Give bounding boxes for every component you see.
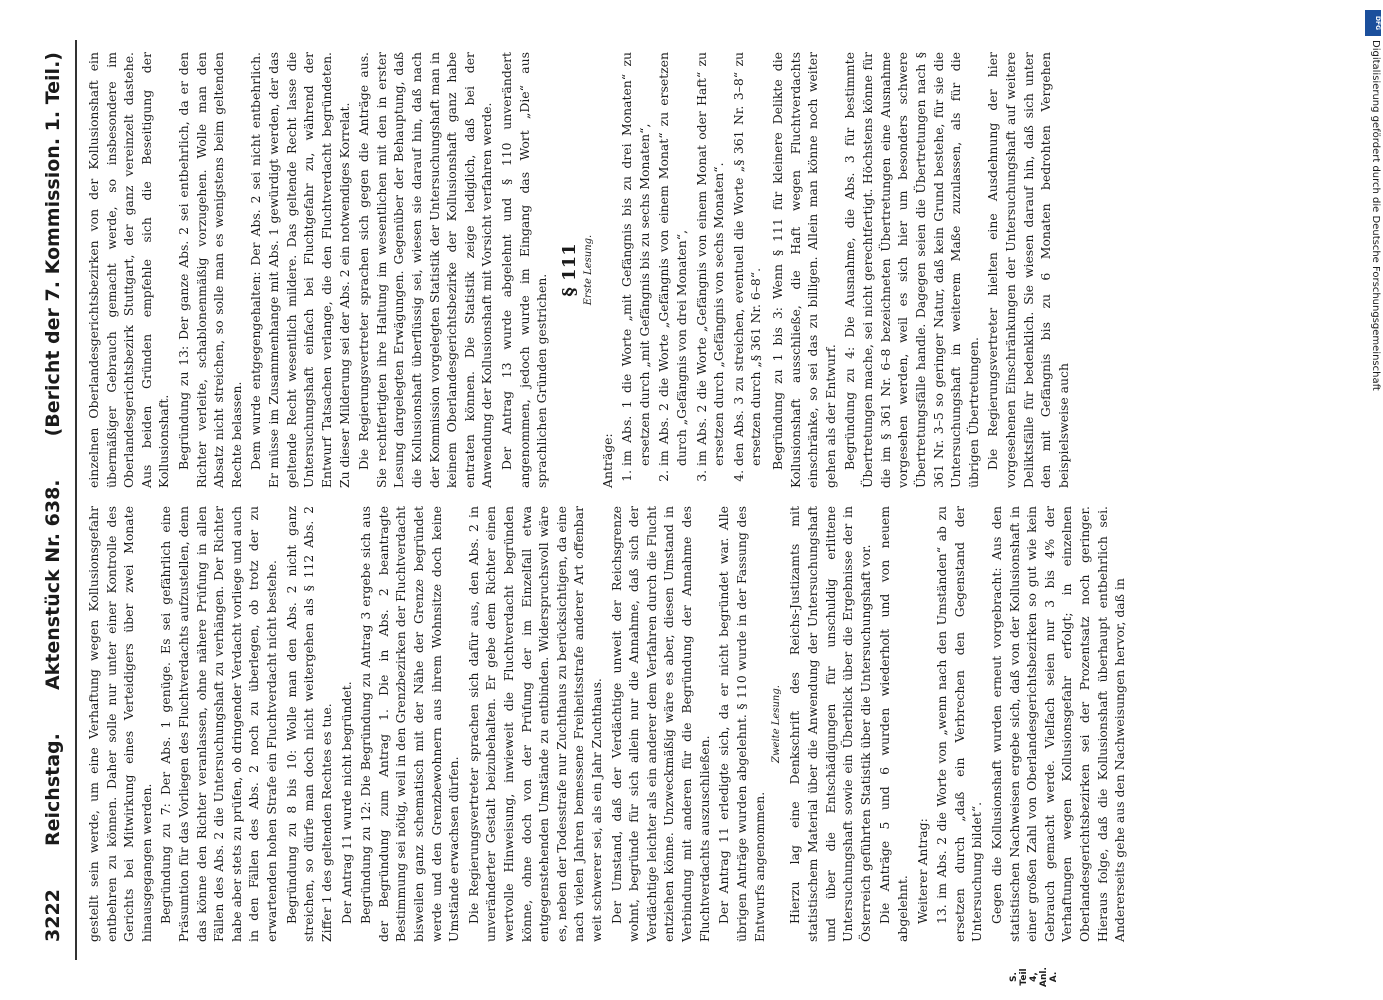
paragraph: Die Anträge 5 und 6 wurden wiederholt und von neuem abgelehnt. [877,506,910,942]
paragraph: 13. im Abs. 2 die Worte von „wenn nach den Umständen“ ab zu ersetzen durch „daß ein Verbrechen den Gegenstand der Untersuchung bildet“. [934,506,985,942]
list-item: 1. im Abs. 1 die Worte „mit Gefängnis bis zu drei Monaten“ zu ersetzen durch „mit Gefängnis bis zu sechs Monaten“, [618,52,653,466]
header-left: Reichstag. [42,733,64,846]
paragraph: Begründung zu 8 bis 10: Wolle man den Abs. 2 nicht ganz streichen, so dürfe man doch nicht weitergehen als § 112 Abs. 2 Ziffer 1 des geltenden Rechtes es tue. [283,506,334,942]
section-heading: § 111 [558,243,580,297]
motions-label: Anträge: [599,433,615,488]
digitization-credit: Digitalisierung gefördert durch die Deutsche Forschungsgemeinschaft [1370,40,1381,391]
list-item: 4. den Abs. 3 zu streichen, eventuell die Worte „§ 361 Nr. 3–8“ zu ersetzen durch „§ 361 Nr. 6–8“. [730,52,765,466]
text-columns [77,40,1131,960]
paragraph: Der Antrag 11 wurde nicht begründet. [338,681,354,924]
paragraph: Dem wurde entgegengehalten: Der Abs. 2 sei nicht entbehrlich. Er müsse im Zusammenhange mit Abs. 1 gewürdigt werden, der das geltende Recht wesentlich mildere. Das geltende Recht lasse die Untersuchungshaft einfach bei Fluchtgefahr zu, während der Entwurf Tatsachen verlange, die den Fluchtverdacht begründeten. Zu dieser Milderung sei der Abs. 2 ein notwendiges Korrelat. [248,52,352,488]
reading-heading: Erste Lesung. [583,234,595,306]
paragraph: Der Antrag 13 wurde abgelehnt und § 110 unverändert angenommen, jedoch wurde im Eingang das Wort „Die“ aus sprachlichen Gründen gestrichen. [498,52,550,488]
paragraph: Die Regierungsvertreter sprachen sich dafür aus, den Abs. 2 in unveränderter Gestalt beizubehalten. Er gebe dem Richter einen wertvolle Hinweisung, inwieweit die Fluchtverdacht begründen könne, ohne doch von der Prüfung der im Einzelfall etwa entgegenstehenden Umstände zu entbinden. Widerspruchsvoll wäre es, neben der Todesstrafe nur Zuchthaus zu berücksichtigen, da eine nach vielen Jahren bemessene Freiheitsstrafe anderer Art offenbar weit schwerer sei, als ein Jahr Zuchthaus. [465,506,605,942]
paragraph: Begründung zu 12: Die Begründung zu Antrag 3 ergebe sich aus der Begründung zum Antrag 1. Die in Abs. 2 beantragte Bestimmung sei nötig, weil in den Grenzbezirken der Fluchtverdacht bisweilen ganz schematisch mit der Nähe der Grenze begründet werde und den Grenzbewohnern aus ihrem Wohnsitze doch keine Umstände erwachsen dürfen. [358,506,462,942]
paragraph: Begründung zu 4: Die Ausnahme, die Abs. 3 für bestimmte Übertretungen mache, sei nicht gerechtfertigt. Höchstens könne für die im § 361 Nr. 6–8 bezeichneten Übertretungen eine Ausnahme vorgesehen werden, weil es sich hier um besonders schwere Übertretungsfälle handle. Dagegen seien die Übertretungen nach § 361 Nr. 3–5 so geringer Natur, daß kein Grund bestehe, für sie die Untersuchungshaft in weiterem Maße zuzulassen, als für die übrigen Übertretungen. [842,52,981,488]
header-right: (Bericht der 7. Kommission. 1. Teil.) [42,52,64,437]
paragraph: einzelnen Oberlandesgerichtsbezirken von der Kollusionshaft ein übermäßiger Gebrauch gemacht werde, so insbesondere im Oberlandesgerichtsbezirk Stuttgart, der ganz vereinzelt dastehe. Aus beiden Gründen empfehle sich die Beseitigung der Kollusionshaft. [85,52,172,488]
paragraph: Weiterer Antrag: [914,818,930,924]
column-left [85,506,1131,942]
motions-list [618,52,765,488]
paragraph: gestellt sein werde, um eine Verhaftung wegen Kollusionsgefahr entbehren zu können. Daher solle nur unter einer Kontrolle des Gerichts bei Mitwirkung eines Verteidigers über zwei Monate hinausgegangen werden. [85,506,154,942]
paragraph: Die Regierungsvertreter sprachen sich gegen die Anträge aus. Sie rechtfertigten ihre Haltung im wesentlichen mit den in erster Lesung dargelegten Erwägungen. Gegenüber der Behauptung, daß die Kollusionshaft überflüssig sei, wiesen sie darauf hin, daß nach der Kommission vorgelegten Statistik der Untersuchungshaft man in keinem Oberlandesgerichtsbezirke der Kollusionshaft ganz habe entraten können. Die Statistik zeige lediglich, daß bei der Anwendung der Kollusionshaft mit Vorsicht verfahren werde. [356,52,495,488]
page-header [24,40,77,960]
paragraph: Der Umstand, daß der Verdächtige unweit der Reichsgrenze wohnt, begründe für sich allein nur die Annahme, daß sich der Verdächtige leichter als ein anderer dem Verfahren durch die Flucht entziehen könne. Unzweckmäßig wäre es aber, diesen Umstand in Verbindung mit anderen für die Begründung der Annahme des Fluchtverdachts auszuschließen. [608,506,712,942]
page-number: 3222 [42,889,64,942]
paragraph: Der Antrag 11 erledigte sich, da er nicht begründet war. Alle übrigen Anträge wurden abgelehnt. § 110 wurde in der Fassung des Entwurfs angenommen. [716,506,767,942]
paragraph: Gegen die Kollusionshaft wurden erneut vorgebracht: Aus den statistischen Nachweisen ergebe sich, daß von der Kollusionshaft in einer großen Zahl von Oberlandesgerichtsbezirken so gut wie kein Gebrauch gemacht werde. Vielfach seien nur 3 bis 4% der Verhaftungen wegen Kollusionsgefahr erfolgt; in einzelnen Oberlandesgerichtsbezirken sei der Prozentsatz noch geringer. Hieraus folge, daß die Kollusionshaft überhaupt entbehrlich sei. Andererseits gehe aus den Nachweisungen hervor, daß in [989,506,1128,942]
paragraph: Die Regierungsvertreter hielten eine Ausdehnung der hier vorgesehenen Einschränkungen der Untersuchungshaft auf weitere Deliktsfälle für bedenklich. Sie wiesen darauf hin, daß sich unter den mit Gefängnis bis zu 6 Monaten bedrohten Vergehen beispielsweise auch [985,52,1071,488]
list-item: 3. im Abs. 2 die Worte „Gefängnis von einem Monat oder Haft“ zu ersetzen durch „Gefängnis von sechs Monaten“. [693,52,728,466]
column-right [85,52,1131,488]
digitization-sidebar [1363,0,1383,1000]
dfg-logo: DFG [1365,10,1381,36]
list-item: 2. im Abs. 2 die Worte „Gefängnis von einem Monat“ zu ersetzen durch „Gefängnis von drei Monaten“, [655,52,690,466]
paragraph: Hierzu lag eine Denkschrift des Reichs-Justizamts mit statistischem Material über die Anwendung der Untersuchungshaft und über die Entschädigungen für unschuldig erlittene Untersuchungshaft sowie ein Überblick über die Ergebnisse der in Österreich geführten Statistik über die Untersuchungshaft vor. [787,506,873,942]
paragraph: Begründung zu 13: Der ganze Abs. 2 sei entbehrlich, da er den Richter verleite, schablonenmäßig vorzugehen. Wolle man den Absatz nicht streichen, so solle man es wenigstens beim geltenden Rechte belassen. [176,52,244,488]
reading-heading: Zweite Lesung. [771,685,783,763]
header-center: Aktenstück Nr. 638. [42,479,64,691]
margin-note: S. Teil 4, Anl. A. [1009,967,1059,987]
paragraph: Begründung zu 1 bis 3: Wenn § 111 für kleinere Delikte die Kollusionshaft ausschließe, die Haft wegen Fluchtverdachts einschränke, so sei das zu billigen. Allein man könne noch weiter gehen als der Entwurf. [770,52,838,488]
paragraph: Begründung zu 7: Der Abs. 1 genüge. Es sei gefährlich eine Präsumtion für das Vorliegen des Fluchtverdachts aufzustellen, denn das könne den Richter veranlassen, ohne nähere Prüfung in allen Fällen des Abs. 2 die Untersuchungshaft zu verhängen. Der Richter habe aber stets zu prüfen, ob dringender Verdacht vorliege und auch in den Fällen des Abs. 2 noch zu überlegen, ob trotz der zu erwartenden hohen Strafe ein Fluchtverdacht nicht bestehe. [158,506,280,942]
